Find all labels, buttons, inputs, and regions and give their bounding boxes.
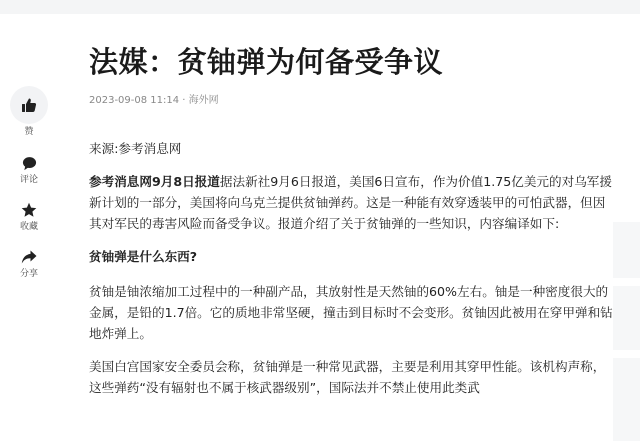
- thumbs-up-icon: [21, 97, 37, 113]
- like-label: 赞: [24, 127, 34, 137]
- share-icon: [21, 250, 37, 265]
- favorite-label: 收藏: [19, 222, 38, 232]
- right-panel-divider: [613, 278, 640, 286]
- article: [89, 40, 613, 398]
- right-panel-divider: [613, 350, 640, 358]
- share-label: 分享: [19, 269, 38, 279]
- paragraph-lead: 参考消息网9月8日报道: [89, 174, 220, 189]
- paragraph-du-definition: 贫铀是铀浓缩加工过程中的一种副产品，其放射性是天然铀的60%左右。铀是一种密度很大的金属，是铅的1.7倍。它的质地非常坚硬，撞击到目标时不会变形。贫铀因此被用在穿甲弹和钻地炸弹上。: [89, 284, 613, 341]
- comment-button[interactable]: [9, 154, 49, 185]
- paragraph-intro: [89, 171, 613, 234]
- top-bar: [0, 0, 640, 14]
- article-meta: 2023-09-08 11:14 · 海外网: [89, 95, 219, 106]
- like-circle: [10, 86, 48, 124]
- right-panel: [613, 222, 640, 441]
- action-sidebar: [9, 86, 49, 279]
- like-button[interactable]: [9, 86, 49, 137]
- article-source: 来源:参考消息网: [89, 141, 182, 156]
- paragraph-intro-body: 据法新社9月6日报道，美国6日宣布，作为价值1.75亿美元的对乌军援新计划的一部分，美国将向乌克兰提供贫铀弹药。这是一种能有效穿透装甲的可怕武器，但因其对军民的毒害风险而备受争议。报道介绍了关于贫铀弹的一些知识，内容编译如下:: [89, 174, 612, 231]
- favorite-button[interactable]: [9, 201, 49, 232]
- star-icon: [21, 202, 37, 218]
- paragraph-whitehouse: 美国白宫国家安全委员会称，贫铀弹是一种常见武器，主要是利用其穿甲性能。该机构声称，这些弹药“没有辐射也不属于核武器级别”，国际法并不禁止使用此类武: [89, 359, 606, 395]
- article-title: 法媒：贫铀弹为何备受争议: [89, 45, 444, 79]
- section-heading: 贫铀弹是什么东西?: [89, 249, 198, 264]
- comment-label: 评论: [19, 175, 38, 185]
- share-button[interactable]: [9, 248, 49, 279]
- comment-icon: [22, 156, 37, 171]
